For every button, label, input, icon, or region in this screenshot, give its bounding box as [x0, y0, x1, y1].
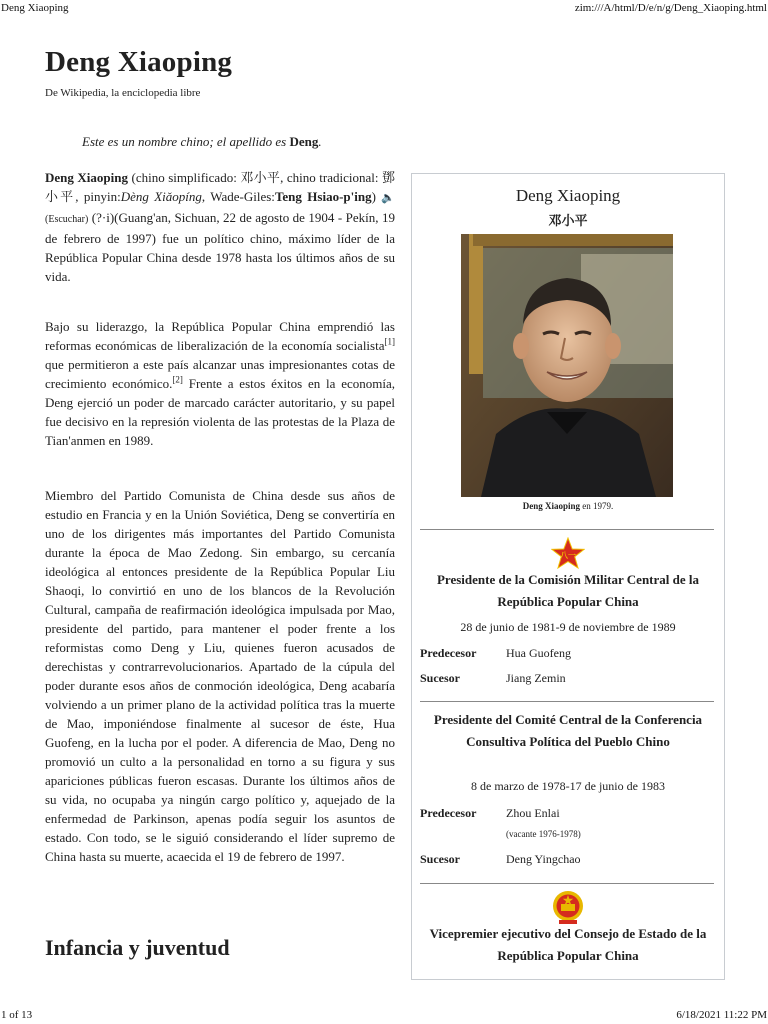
reference-1[interactable]: [1]: [384, 336, 395, 347]
office-1-successor-label: Sucesor: [420, 671, 460, 685]
reforms-text-2: que permitieron a este país alcanzar unas impresionantes cotas de crecimiento económico.: [45, 357, 395, 391]
office-2-predecessor-label: Predecesor: [420, 806, 477, 820]
infobox-divider: [420, 883, 714, 884]
intro-text-5: ): [371, 189, 382, 204]
pinyin-name: Dèng Xiǎopíng: [120, 189, 202, 204]
portrait-photo[interactable]: [461, 234, 673, 497]
career-text: Miembro del Partido Comunista de China desde sus años de estudio en Francia y en la Unión Soviética, Deng se convertiría en uno de los dirigentes más importantes del Partido Comunista durante la época de Mao Zedong. Sin embargo, su cercanía ideológica al entonces presidente de la República Popular Liu Shaoqi, lo convirtió en uno de los blancos de la Revolución Cultural, campaña de reafirmación ideológica impulsada por Mao, presidente del partido, para mantener el poder frente a los reformistas como Deng y Liu, quienes fueron acusados de derechistas y contrarrevolucionarios. Apartado de la cúpula del poder durante esos años de conmoción ideológica, Deng acabaría volviendo a un primer plano de la actividad política tras la muerte de Mao, imponiéndose finalmente al sucesor de éste, Hua Guofeng, en la lucha por el poder. A diferencia de Mao, Deng no promovió un culto a la personalidad en torno a su figura y sus apariciones públicas fueron escasas. Durante los últimos años de su vida, no ocupaba ya ningún cargo político y, aquejado de la enfermedad de Parkinson, apenas podía seguir los asuntos de estado. Con todo, se le siguió considerando el líder supremo de China hasta su muerte, acaecida el 19 de febrero de 1997.: [45, 488, 395, 864]
portrait-illustration: [461, 234, 673, 497]
office-1-predecessor[interactable]: Hua Guofeng: [506, 646, 571, 660]
traditional-chinese-name[interactable]: 鄧小平: [45, 170, 395, 204]
office-2-vacancy-note: (vacante 1976-1978): [506, 829, 581, 839]
hatnote-text: Este es un nombre chino; el apellido es: [82, 134, 290, 149]
office-2-dates: 8 de marzo de 1978-17 de junio de 1983: [471, 779, 665, 793]
page-title: Deng Xiaoping: [45, 46, 233, 78]
reference-2[interactable]: [2]: [172, 374, 183, 385]
office-3-title[interactable]: Vicepremier ejecutivo del Consejo de Estado de la República Popular China: [429, 926, 707, 963]
wade-giles-name: Teng Hsiao-p'ing: [274, 189, 372, 204]
hatnote-surname: Deng: [289, 134, 319, 149]
infobox: [411, 173, 725, 980]
office-2-title[interactable]: Presidente del Comité Central de la Conferencia Consultiva Política del Pueblo Chino: [433, 712, 703, 749]
hatnote-period: .: [318, 134, 322, 149]
hatnote: [82, 134, 322, 150]
reforms-paragraph: [45, 317, 395, 450]
office-1-successor[interactable]: Jiang Zemin: [506, 671, 566, 685]
office-1-predecessor-label: Predecesor: [420, 646, 477, 660]
site-tagline: De Wikipedia, la enciclopedia libre: [45, 87, 201, 99]
subject-name: Deng Xiaoping: [45, 170, 128, 185]
infobox-divider: [420, 701, 714, 702]
print-timestamp: 6/18/2021 11:22 PM: [676, 1009, 767, 1021]
speaker-icon[interactable]: 🔈: [381, 192, 395, 204]
caption-year: en 1979.: [580, 501, 614, 511]
section-heading-childhood: Infancia y juventud: [45, 935, 230, 960]
page-counter: 1 of 13: [1, 1009, 33, 1021]
intro-text-2: , chino tradicional:: [280, 170, 382, 185]
office-2-successor[interactable]: Deng Yingchao: [506, 852, 581, 866]
print-header-url: zim:///A/html/D/e/n/g/Deng_Xiaoping.html: [574, 2, 767, 14]
svg-text:八一: 八一: [560, 551, 576, 560]
print-header-title: Deng Xiaoping: [1, 2, 69, 14]
intro-text-1: (chino simplificado:: [127, 170, 241, 185]
infobox-name: Deng Xiaoping: [515, 186, 621, 205]
reforms-text-3: Frente a estos éxitos en la economía, Deng ejerció un poder de marcado carácter autoritario, y su papel fue decisivo en la represión violenta de las protestas de la Plaza de Tian'anmen en 1989.: [45, 376, 395, 448]
intro-text-6: (?·i)(Guang'an, Sichuan, 22 de agosto de 1904 - Pekín, 19 de febrero de 1997) fue un político chino, máximo líder de la República Popular China desde 1978 hasta los últimos años de su vida.: [45, 210, 395, 284]
career-paragraph: [45, 486, 395, 866]
infobox-divider: [420, 529, 714, 530]
caption-name[interactable]: Deng Xiaoping: [522, 501, 580, 511]
office-1-dates: 28 de junio de 1981-9 de noviembre de 1989: [460, 620, 676, 634]
intro-paragraph: [45, 168, 395, 286]
simplified-chinese-name[interactable]: 邓小平: [240, 170, 281, 185]
listen-link[interactable]: (Escuchar): [45, 214, 89, 225]
office-2-predecessor[interactable]: Zhou Enlai: [506, 806, 560, 820]
office-2-successor-label: Sucesor: [420, 852, 460, 866]
portrait-caption: [412, 501, 724, 511]
pla-star-icon: [551, 537, 585, 571]
reforms-text-1: Bajo su liderazgo, la República Popular China emprendió las reformas económicas de liberalización de la economía socialista: [45, 319, 395, 353]
intro-text-3: , pinyin:: [75, 189, 121, 204]
intro-text-4: , Wade-Giles:: [201, 189, 275, 204]
infobox-chinese-name: 邓小平: [548, 213, 588, 228]
office-1-title[interactable]: Presidente de la Comisión Militar Central de la República Popular China: [436, 572, 700, 609]
national-emblem-icon: [551, 889, 585, 925]
